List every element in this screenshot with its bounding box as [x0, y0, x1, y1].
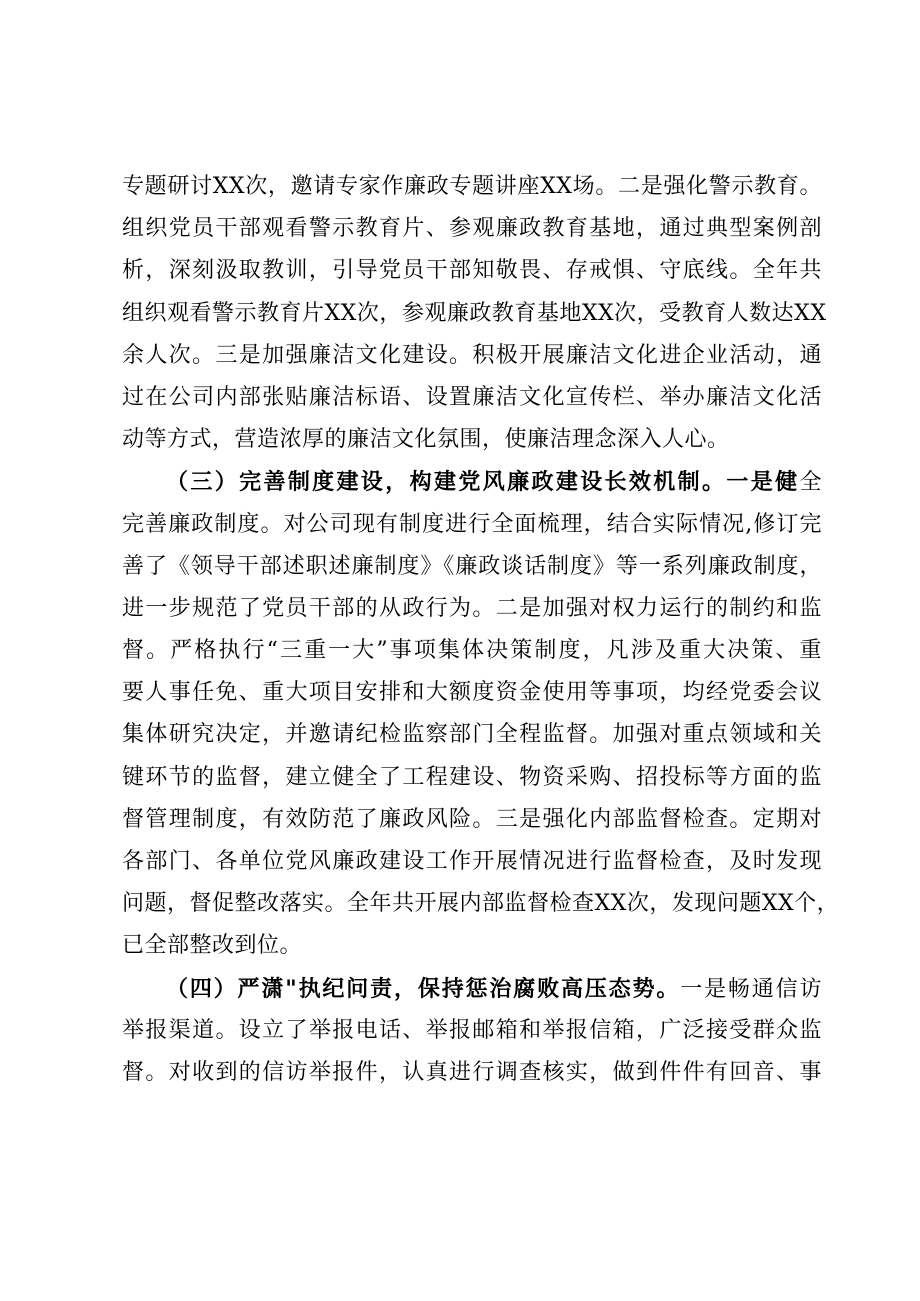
body-text: 集体研究决定，并邀请纪检监察部门全程监督。加强对重点领域和关: [122, 722, 822, 748]
text-line: [122, 166, 822, 208]
body-text: 键环节的监督，建立健全了工程建设、物资采购、招投标等方面的监: [122, 764, 822, 790]
body-text: 析，深刻汲取教训，引导党员干部知敬畏、存戒惧、守底线。全年共: [122, 258, 822, 284]
text-line: [122, 841, 822, 883]
body-text: 动等方式，营造浓厚的廉洁文化氛围，使廉洁理念深入人心。: [122, 427, 730, 453]
text-line: [122, 968, 822, 1010]
body-text: 全: [799, 470, 822, 496]
text-line: [122, 250, 822, 292]
body-text: 进一步规范了党员干部的从政行为。二是加强对权力运行的制约和监: [122, 595, 822, 621]
body-text: 各部门、各单位党风廉政建设工作开展情况进行监督检查，及时发现: [122, 849, 822, 874]
bold-heading-text: （四）严潇"执纪问责，保持惩治腐败高压态势。: [166, 975, 681, 1002]
text-line: [122, 293, 827, 335]
text-line: [122, 1052, 822, 1094]
text-line: [122, 208, 822, 250]
body-text: 举报渠道。设立了举报电话、举报邮箱和举报信箱，广泛接受群众监: [122, 1017, 822, 1043]
text-line: [122, 1010, 822, 1052]
text-line: [122, 925, 822, 967]
body-text: 专题研讨XX次，邀请专家作廉政专题讲座XX场。二是强化警示教育。: [122, 174, 822, 199]
text-line: [122, 672, 822, 714]
body-text: 完善廉政制度。对公司现有制度进行全面梳理，结合实际情况,修订完: [122, 511, 822, 537]
bold-heading-text: （三）完善制度建设，构建党风廉政建设长效机制。一是健: [166, 469, 800, 496]
text-line: [122, 757, 822, 799]
text-line: [122, 630, 822, 672]
body-text: 已全部整改到位。: [122, 933, 303, 959]
paragraph: [122, 968, 822, 1095]
text-line: [122, 883, 840, 925]
body-text: 余人次。三是加强廉洁文化建设。积极开展廉洁文化进企业活动，通: [122, 342, 822, 368]
text-line: [122, 335, 822, 377]
document-body: [122, 166, 840, 1094]
paragraph: [122, 461, 840, 967]
body-text: 要人事任免、重大项目安排和大额度资金使用等事项，均经党委会议: [122, 680, 822, 706]
body-text: 督。对收到的信访举报件，认真进行调查核实，做到件件有回音、事: [122, 1059, 822, 1085]
body-text: 组织党员干部观看警示教育片、参观廉政教育基地，通过典型案例剖: [122, 216, 822, 242]
body-text: 一是畅通信访: [680, 976, 822, 1002]
text-line: [122, 588, 822, 630]
text-line: [122, 714, 822, 756]
paragraph: [122, 166, 827, 461]
body-text: 过在公司内部张贴廉洁标语、设置廉洁文化宣传栏、举办廉洁文化活: [122, 384, 822, 410]
text-line: [122, 461, 822, 503]
text-line: [122, 419, 822, 461]
body-text: 督管理制度，有效防范了廉政风险。三是强化内部监督检查。定期对: [122, 806, 822, 832]
text-line: [122, 504, 822, 546]
body-text: 督。严格执行“三重一大”事项集体决策制度，凡涉及重大决策、重: [122, 638, 822, 664]
body-text: 问题，督促整改落实。全年共开展内部监督检查XX次，发现问题XX个，: [122, 891, 840, 917]
text-line: [122, 799, 822, 841]
text-line: [122, 377, 822, 419]
body-text: 组织观看警示教育片XX次，参观廉政教育基地XX次，受教育人数达XX: [122, 300, 827, 326]
text-line: [122, 546, 822, 588]
body-text: 善了《领导干部述职述廉制度》《廉政谈话制度》等一系列廉政制度，: [122, 553, 822, 579]
